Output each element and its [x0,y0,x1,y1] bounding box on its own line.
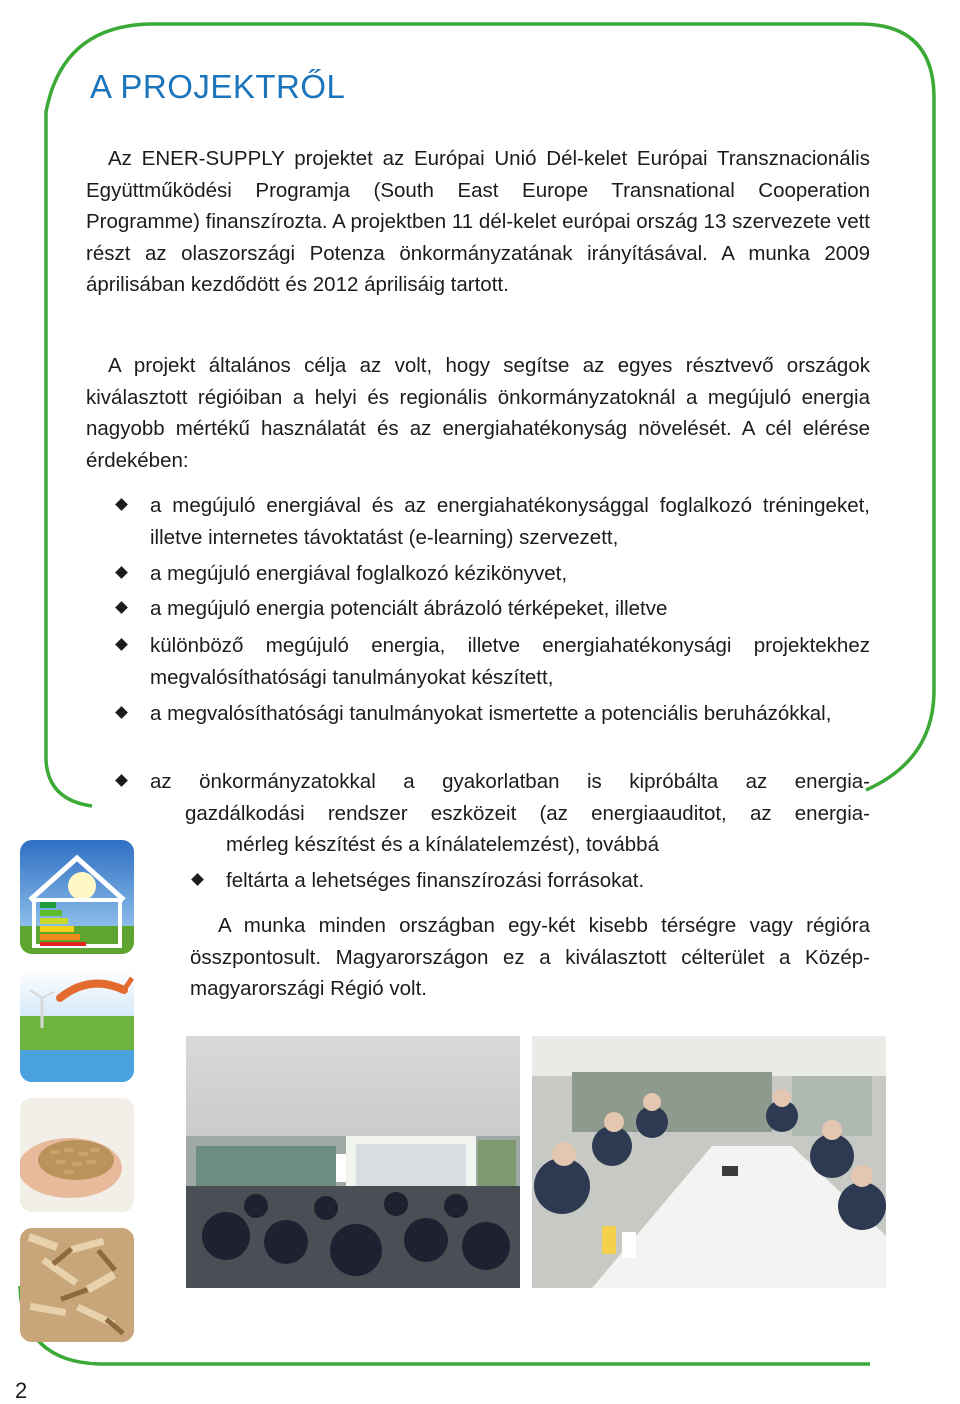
list-item-text: mérleg készítést és a kínálatelemzést), továbbá [226,833,659,856]
list-item-text: feltárta a lehetséges finanszírozási forrásokat. [226,869,645,892]
list-item [150,698,870,730]
page-title: A PROJEKTRŐL [90,68,346,105]
list-item-text: a megújuló energiával foglalkozó kézikönyvet, [150,562,568,585]
list-item [226,865,870,897]
meeting-table-photo [532,1036,886,1288]
list-item-text: az önkormányzatokkal a gyakorlatban is kipróbálta az energia- [150,770,870,793]
wood-chips-icon [20,1228,134,1342]
closing-paragraph: A munka minden országban egy-két kisebb térségre vagy régióra összpontosult. Magyarországon ez a kiválasztott célterület a Közép-magyarországi Régió volt. [190,914,870,1000]
seminar-room-photo [186,1036,520,1288]
list-item-text: a megvalósíthatósági tanulmányokat ismertette a potenciális beruházókkal, [150,702,832,725]
page-number: 2 [15,1378,28,1403]
list-item [150,630,870,693]
list-item [150,593,870,625]
list-item [150,558,870,590]
list-item-text: a megújuló energia potenciált ábrázoló térképeket, illetve [150,597,668,620]
house-energy-rating-icon [20,840,134,954]
wind-turbine-water-icon [20,968,134,1082]
list-item [150,490,870,553]
list-item-text: a megújuló energiával és az energiahatékonysággal foglalkozó tréningeket, illetve internetes távoktatást (e-learning) szervezett, [150,494,870,549]
intro-paragraph: Az ENER-SUPPLY projektet az Európai Unió Dél-kelet Európai Transznacionális Együttműködési Programja (South East Europe Transnational Cooperation Programme) finanszírozta. A projektben 11 dél-kelet európai ország 13 szervezete vett részt az olaszországi Potenza önkormányzatának irányításával. A munka 2009 áprilisában kezdődött és 2012 áprilisáig tartott. [86,147,870,296]
list-item [150,766,870,861]
list-item-text: különböző megújuló energia, illetve energiahatékonysági projektekhez megvalósíthatósági tanulmányokat készített, [150,634,870,689]
list-item-text: gazdálkodási rendszer eszközeit (az energiaauditot, az energia- [185,801,870,825]
wood-pellets-hands-icon [20,1098,134,1212]
goal-paragraph: A projekt általános célja az volt, hogy segítse az egyes résztvevő országok kiválasztott régióiban a helyi és regionális önkormányzatoknál a megújuló energia nagyobb mértékű használatát és az energiahatékonyság növelését. A cél elérése érdekében: [86,354,870,472]
